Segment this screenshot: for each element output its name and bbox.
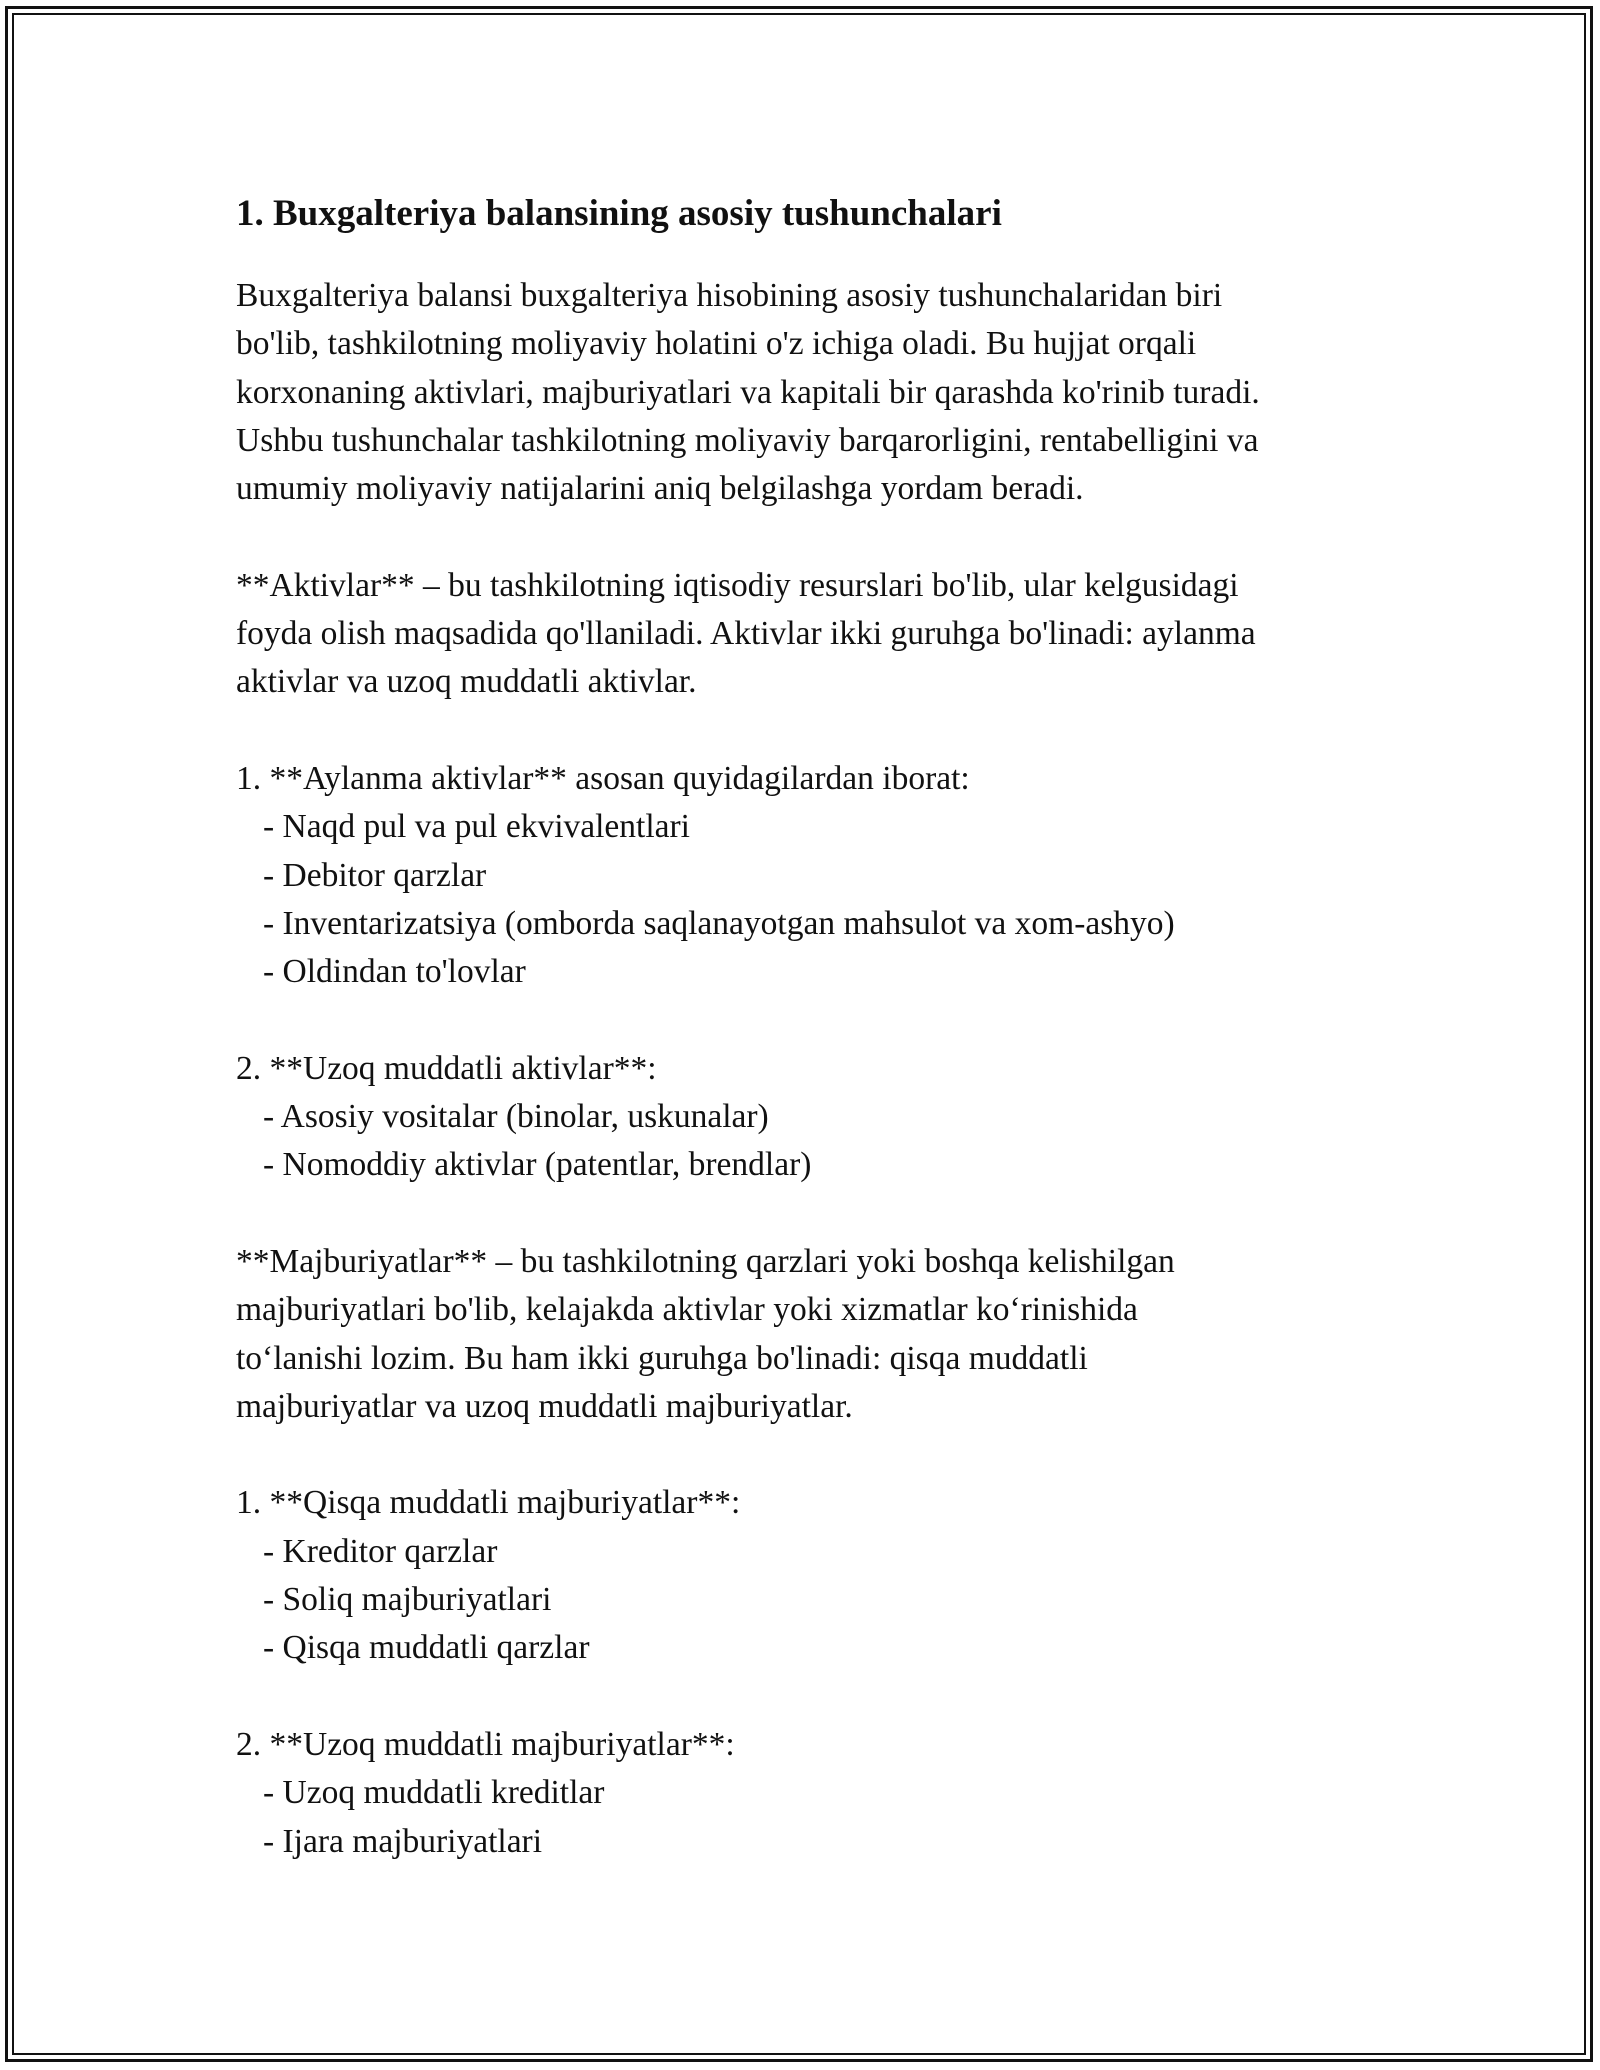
- list-heading: 1. **Qisqa muddatli majburiyatlar**:: [236, 1484, 741, 1522]
- blank-line: [236, 1431, 1386, 1479]
- paragraph-line: korxonaning aktivlari, majburiyatlari va kapitali bir qarashda ko'rinib turadi.: [236, 373, 1260, 411]
- document-body: [236, 186, 1386, 1866]
- blank-line: [236, 996, 1386, 1044]
- paragraph-line: Buxgalteriya balansi buxgalteriya hisobining asosiy tushunchalaridan biri: [236, 277, 1223, 314]
- paragraph-line: Ushbu tushunchalar tashkilotning moliyaviy barqarorligini, rentabelligini va: [236, 421, 1259, 459]
- list-heading: 2. **Uzoq muddatli aktivlar**:: [236, 1049, 657, 1087]
- list-item: - Qisqa muddatli qarzlar: [263, 1629, 590, 1667]
- blank-line: [236, 1190, 1386, 1238]
- paragraph-line: majburiyatlari bo'lib, kelajakda aktivlar yoki xizmatlar ko‘rinishida: [236, 1291, 1138, 1329]
- list-heading: 1. **Aylanma aktivlar** asosan quyidagilardan iborat:: [236, 759, 970, 797]
- long-term-liabilities-list: [236, 1721, 1386, 1866]
- list-item: - Naqd pul va pul ekvivalentlari: [263, 808, 690, 846]
- paragraph-line: to‘lanishi lozim. Bu ham ikki guruhga bo'linadi: qisqa muddatli: [236, 1339, 1088, 1377]
- list-item: - Nomoddiy aktivlar (patentlar, brendlar): [263, 1146, 812, 1184]
- liabilities-paragraph: [236, 1238, 1386, 1431]
- paragraph-line: aktivlar va uzoq muddatli aktivlar.: [236, 663, 697, 701]
- blank-line: [236, 513, 1386, 561]
- document-title: 1. Buxgalteriya balansining asosiy tushunchalari: [236, 193, 1002, 234]
- paragraph-line: foyda olish maqsadida qo'llaniladi. Aktivlar ikki guruhga bo'linadi: aylanma: [236, 615, 1256, 653]
- intro-paragraph: [236, 272, 1386, 513]
- paragraph-line: majburiyatlar va uzoq muddatli majburiyatlar.: [236, 1387, 853, 1425]
- title-spacer: [236, 242, 1386, 272]
- list-item: - Oldindan to'lovlar: [263, 953, 526, 991]
- short-term-liabilities-list: [236, 1479, 1386, 1672]
- list-heading: 2. **Uzoq muddatli majburiyatlar**:: [236, 1725, 735, 1763]
- list-item: - Soliq majburiyatlari: [263, 1581, 552, 1619]
- list-item: - Inventarizatsiya (omborda saqlanayotgan mahsulot va xom-ashyo): [263, 904, 1175, 942]
- paragraph-line: **Aktivlar** – bu tashkilotning iqtisodiy resurslari bo'lib, ular kelgusidagi: [236, 566, 1239, 604]
- blank-line: [236, 707, 1386, 755]
- list-item: - Uzoq muddatli kreditlar: [263, 1774, 605, 1812]
- long-term-assets-list: [236, 1045, 1386, 1190]
- list-item: - Ijara majburiyatlari: [263, 1822, 543, 1860]
- list-item: - Debitor qarzlar: [263, 856, 487, 894]
- list-item: - Kreditor qarzlar: [263, 1532, 498, 1570]
- assets-paragraph: [236, 562, 1386, 707]
- current-assets-list: [236, 755, 1386, 996]
- blank-line: [236, 1673, 1386, 1721]
- paragraph-line: umumiy moliyaviy natijalarini aniq belgilashga yordam beradi.: [236, 470, 1084, 508]
- list-item: - Asosiy vositalar (binolar, uskunalar): [263, 1098, 769, 1136]
- paragraph-line: bo'lib, tashkilotning moliyaviy holatini o'z ichiga oladi. Bu hujjat orqali: [236, 325, 1197, 363]
- paragraph-line: **Majburiyatlar** – bu tashkilotning qarzlari yoki boshqa kelishilgan: [236, 1242, 1175, 1280]
